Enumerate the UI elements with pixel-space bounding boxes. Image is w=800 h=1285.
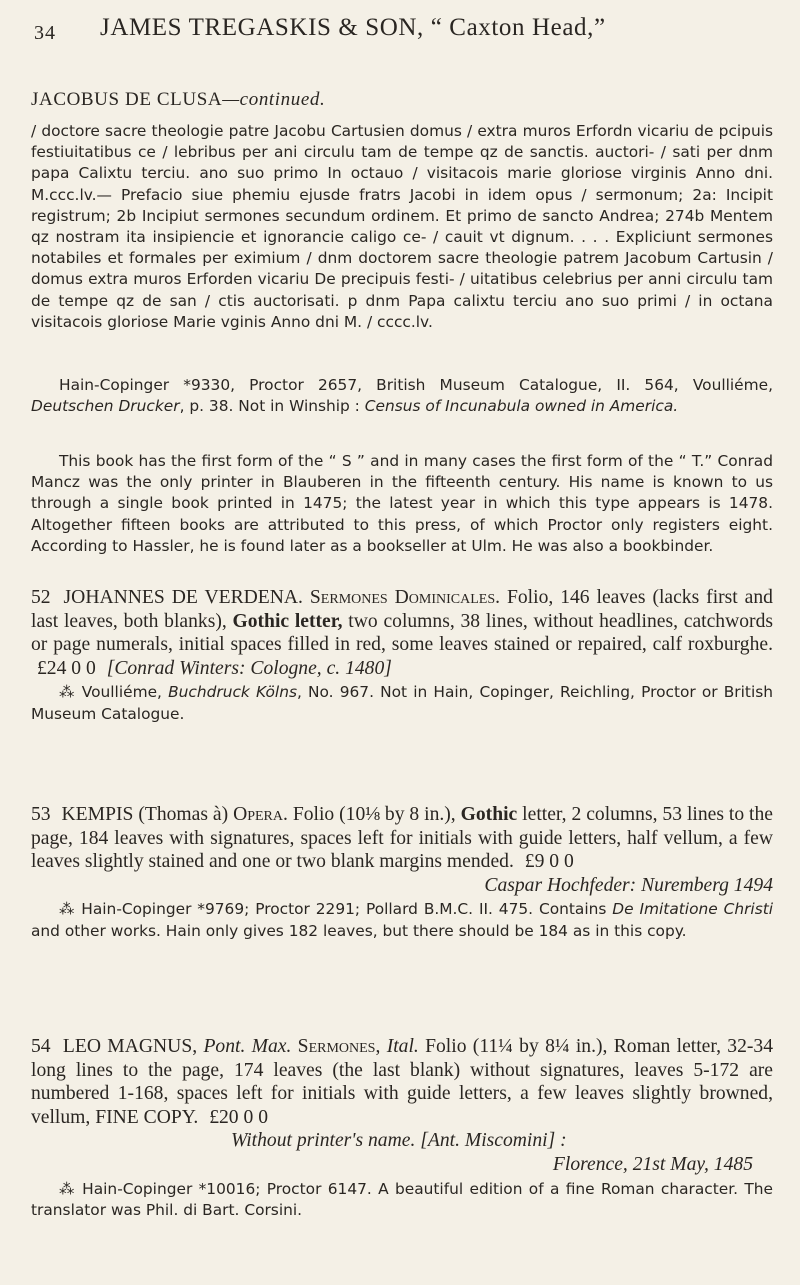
- lot-note: [31, 899, 773, 941]
- note-marker: ⁂: [59, 900, 76, 919]
- lot-description: Folio, 146 leaves (lacks first and last leaves, both blanks),: [31, 587, 773, 632]
- section-heading: [31, 89, 325, 111]
- note-text: Hain-Copinger *9769; Proctor 2291; Pollard B.M.C. II. 475. Contains: [81, 900, 613, 919]
- lot-price: £9 0 0: [524, 851, 574, 873]
- lot-imprint: Caspar Hochfeder: Nuremberg 1494: [484, 874, 773, 896]
- lot-subheading: Sermones Dominicales.: [309, 587, 501, 608]
- header-title: JAMES TREGASKIS & SON, “ Caxton Head,”: [100, 14, 606, 41]
- note-text-b: , No. 967. Not in Hain, Copinger, Reichling, Proctor or British Museum Catalogue.: [31, 683, 773, 723]
- lot-imprint-place: Florence, 21st May, 1485: [552, 1153, 753, 1175]
- references-italic-title: Deutschen Drucker: [31, 397, 180, 416]
- commentary-paragraph: [31, 451, 773, 557]
- lot-entry: [31, 1035, 773, 1221]
- lot-entry: [31, 586, 773, 725]
- incipit-text: / doctore sacre theologie patre Jacobu Cartusien domus / extra muros Erfordn vicariu de pcipuis festiuitatibus ce / lebribus per ani circulu tam de tempe qz de sanctis. auctori- / sati per dnm papa Calixtu terciu. ano suo primo In octauo / visitacois marie gloriose virginis Anno dni. M.ccc.lv.— Prefacio siue phemiu ejusde fratrs Jacobi in idem opus / sermonum; 2a: Incipit registrum; 2b Incipiut sermones secundum ordinem. Et primo de sancto Andrea; 274b Mentem qz nostram ita insipiencie et ignorancie caligo ce- / cauit vt dignum. . . . Expliciunt sermones notabiles et formales per eximium / dnm doctorem sacre theologie patrem Jacobum Cartusin / domus extra muros Erforden vicariu De precipuis festi- / uitatibus celebrius per anni circulu tam de tempe qz de san / ctis auctorisati. p dnm Papa calixtu terciu ano suo primi / in octana visitacois gloriose Marie vginis Anno dni M. / cccc.lv.: [31, 122, 773, 331]
- page-number: 34: [34, 22, 56, 44]
- note-italic: Buchdruck Kölns: [168, 683, 297, 702]
- lot-price: £24 0 0: [37, 657, 96, 679]
- lot-subheading-italic: Pont. Max.: [203, 1036, 292, 1057]
- references-text-b: , p. 38. Not in Winship :: [179, 397, 365, 416]
- lot-highlight: Gothic letter,: [232, 610, 343, 632]
- lot-number: 53: [31, 804, 51, 825]
- incipit-transcription: [31, 121, 773, 333]
- lot-number: 52: [31, 587, 51, 608]
- section-suffix: —continued.: [222, 89, 326, 110]
- lot-subheading-language: Ital.: [386, 1036, 419, 1057]
- section-name: JACOBUS DE CLUSA: [31, 89, 223, 110]
- lot-imprint: Without printer's name. [Ant. Miscomini] :: [231, 1130, 567, 1152]
- lot-heading: JOHANNES DE VERDENA.: [63, 587, 303, 608]
- lot-description: Folio (11¼ by 8¼ in.), Roman letter, 32-34 long lines to the page, 174 leaves (the last blank) without signatures, leaves 5-172 are numbered 1-168, spaces left for initials with guide letters, a few leaves slightly browned, vellum,: [31, 1036, 774, 1128]
- lot-highlight: FINE COPY.: [95, 1106, 199, 1128]
- lot-description: Folio (10⅛ by 8 in.),: [292, 804, 461, 825]
- commentary-text: This book has the first form of the “ S ” and in many cases the first form of the “ T.” Conrad Mancz was the only printer in Blauberen in the fifteenth century. His name is known to us through a single book printed in 1475; the latest year in which this type appears is 1478. Altogether fifteen books are attributed to this press, of which Proctor only registers eight. According to Hassler, he is found later as a bookseller at Ulm. He was also a bookbinder.: [31, 452, 773, 555]
- lot-highlight: Gothic: [460, 804, 518, 825]
- lot-imprint: [Conrad Winters: Cologne, c. 1480]: [106, 657, 392, 679]
- note-marker: ⁂: [59, 683, 76, 702]
- lot-number: 54: [31, 1036, 51, 1057]
- note-marker: ⁂: [59, 1179, 76, 1198]
- lot-description-b: two columns, 38 lines, without headlines, catchwords or page numerals, initial spaces filled in red, some leaves stained or repaired, calf roxburghe.: [31, 610, 773, 656]
- note-text: Hain-Copinger *10016; Proctor 6147. A beautiful edition of a fine Roman character. The translator was Phil. di Bart. Corsini.: [31, 1179, 773, 1219]
- note-italic: De Imitatione Christi: [612, 900, 774, 919]
- lot-note: [31, 682, 773, 724]
- lot-note: [31, 1179, 773, 1221]
- lot-heading: LEO MAGNUS,: [62, 1036, 198, 1057]
- running-head: [0, 14, 800, 48]
- note-text: Voulliéme,: [81, 683, 169, 702]
- lot-subheading: Sermones,: [297, 1036, 381, 1057]
- lot-entry: [31, 803, 773, 942]
- lot-price: £20 0 0: [209, 1106, 268, 1128]
- references-census-title: Census of Incunabula owned in America.: [364, 397, 679, 416]
- lot-description-b: letter, 2 columns, 53 lines to the page, 184 leaves with signatures, spaces left for initials with guide letters, half vellum, a few leaves slightly stained and one or two blank margins mended.: [31, 804, 773, 873]
- lot-heading: KEMPIS (Thomas à): [61, 804, 229, 825]
- lot-subheading: Opera.: [233, 804, 288, 825]
- references-paragraph: [31, 375, 773, 417]
- note-text-b: and other works. Hain only gives 182 leaves, but there should be 184 as in this copy.: [31, 921, 687, 940]
- references-text: Hain-Copinger *9330, Proctor 2657, British Museum Catalogue, II. 564, Voulliéme,: [59, 376, 773, 394]
